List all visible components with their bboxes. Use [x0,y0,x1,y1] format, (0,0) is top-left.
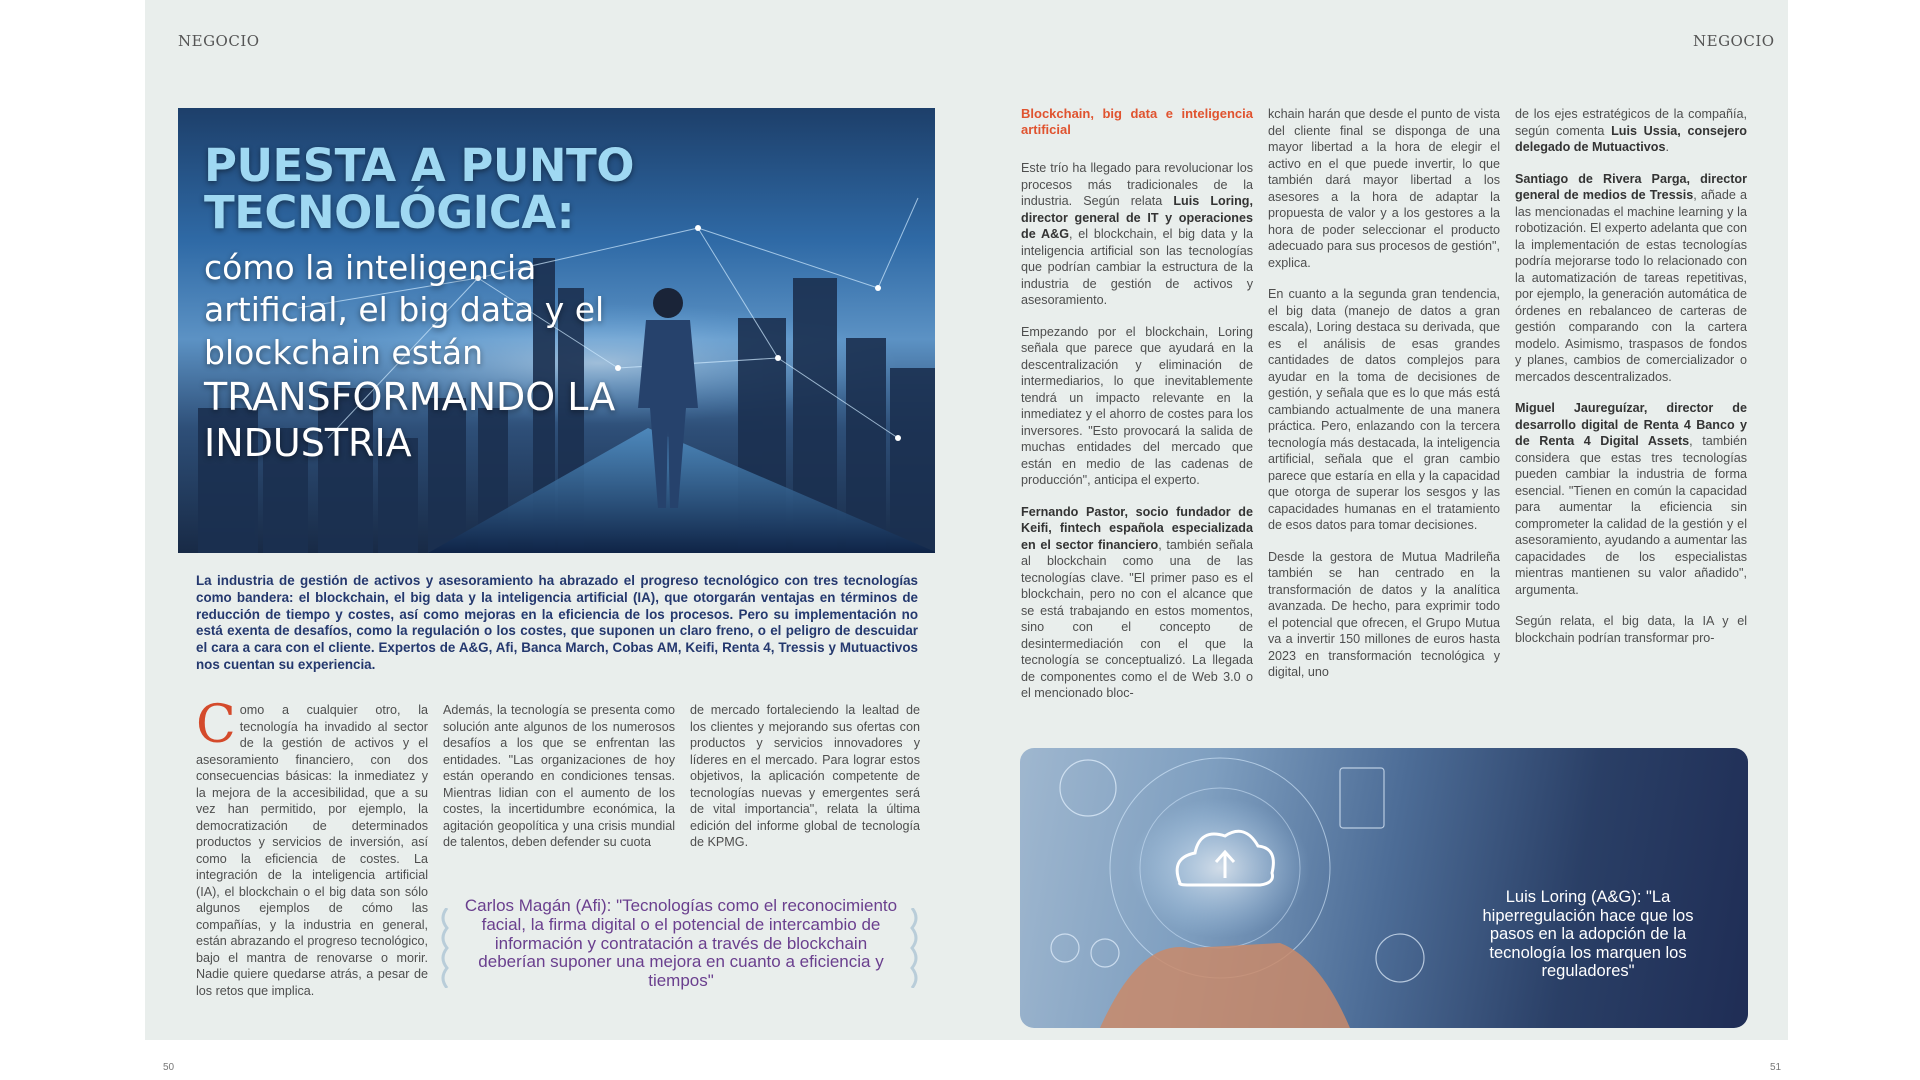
col4-p1-rest: , el blockchain, el big data y la inteligencia artificial son las tecnologías que podrían cambiar la estructura de la industria de gestión de activos y asesoramiento. [1021,227,1253,307]
hero-title-line1: PUESTA A PUNTO TECNOLÓGICA: [204,139,634,240]
hero-title-line2: cómo la inteligencia artificial, el big data y el blockchain están [204,247,605,373]
pull-quote-left: Carlos Magán (Afi): "Tecnologías como el reconocimiento facial, la firma digital o el potencial de intercambio de información y contratación a través de blockchain deberían suponer una mejora en cuanto a eficiencia y tiempos" [464,896,898,991]
col6-p3-rest: , también considera que estas tres tecnologías pueden cambiar la industria de forma esencial. "Tienen en común la capacidad para aumentar la eficiencia sin comprometer la calidad de la gestión y el asesoramiento, ayudando a aumentar las capacidades de los especialistas mientras mantienen su valor añadido", argumenta. [1515,434,1747,597]
drop-cap: C [196,695,236,755]
quote-decoration-right [908,908,922,988]
col4-p3-name: Fernando Pastor, socio fundador de Keifi, fintech española especializada en el sector financiero [1021,504,1253,552]
hero-title [204,139,924,466]
col3-text: de mercado fortaleciendo la lealtad de los clientes y mejorando sus ofertas con productos y servicios innovadores y líderes en el mercado. Para lograr estos objetivos, la aplicación competente de tecnologías nuevas y emergentes será de vital importancia", relata la última edición del informe global de tecnología de KPMG. [690,703,920,849]
col4-p3-rest: , también señala al blockchain como una de las tecnologías clave. "El primer paso es el blockchain, pero no con el alcance que se está trabajando en estos momentos, sino con el concepto de desintermediación con el que la tecnología se conceptualizó. La llegada de componentes como el de Web 3.0 o el mencionado bloc- [1021,537,1253,700]
col6-p1-rest: . [1665,140,1669,154]
hero-title-line3: TRANSFORMANDO LA INDUSTRIA [204,375,616,465]
col5-p1: kchain harán que desde el punto de vista del cliente final se disponga de una mayor libertad a la hora de elegir el activo en el que puede invertir, lo que también dará mayor libertad a los asesores a la hora de adaptar la propuesta de valor y a los gestores a la hora de poder seleccionar el producto adecuado para sus procesos de gestión", explica. [1268,107,1500,270]
body-column-3 [690,702,920,851]
hero-image [178,108,935,553]
section-label-left: NEGOCIO [178,32,260,50]
page-number-right: 51 [1770,1062,1782,1073]
col2-text: Además, la tecnología se presenta como solución ante algunos de los numerosos desafíos a los que se enfrentan las entidades. "Las organizaciones de hoy están operando en condiciones tensas. Mientras lidian con el aumento de los costes, la incertidumbre económica, la agitación geopolítica y una crisis mundial de talentos, deben defender su cuota [443,703,675,849]
body-column-5 [1268,106,1500,696]
body-column-1 [196,695,428,999]
col6-p2-rest: , añade a las mencionadas el machine learning y la robotización. El experto adelanta que con la implementación de estas tecnologías podría mejorarse todo lo relacionado con la automatización de tareas repetitivas, por ejemplo, la generación automática de órdenes en rebalanceo de carteras de gestión comparando con la cartera modelo. Asimismo, traspasos de fondos y planes, cambios de comercializador o mercados descentralizados. [1515,188,1747,384]
col6-p1-name: Luis Ussia, consejero delegado de Mutuactivos [1515,123,1747,154]
body-column-6 [1515,106,1747,661]
col6-p4: Según relata, el big data, la IA y el blockchain podrían transformar pro- [1515,614,1747,645]
body-column-4 [1021,106,1253,717]
pull-quote-right: Luis Loring (A&G): "La hiperregulación hace que los pasos en la adopción de la tecnología los marquen los reguladores" [1482,888,1694,980]
body-column-2 [443,702,675,851]
col6-p2-name: Santiago de Rivera Parga, director general de medios de Tressis [1515,171,1747,202]
col6-p3-name: Miguel Jaureguízar, director de desarrollo digital de Renta 4 Banco y de Renta 4 Digital Assets [1515,401,1747,448]
col4-p1: Este trío ha llegado para revolucionar los procesos más tradicionales de la industria. Según relata [1021,161,1253,208]
quote-decoration-left [437,908,451,988]
quote-decoration-right-2 [1715,878,1748,1028]
col4-p1-name: Luis Loring, director general de IT y operaciones de A&G [1021,194,1253,241]
col1-text: omo a cualquier otro, la tecnología ha invadido al sector de la gestión de activos y el asesoramiento financiero, con dos consecuencias básicas: la inmediatez y la mejora de la accesibilidad, que a su vez han permitido, por ejemplo, la democratización de determinados productos y servicios de inversión, así como la eficiencia de costes. La integración de la inteligencia artificial (IA), el blockchain o el big data son sólo algunos ejemplos de cómo las compañías, y la industria en general, están abrazando el progreso tecnológico, bajo el mantra de renovarse o morir. Nadie quiere quedarse atrás, a pesar de los retos que implica. [196,703,428,998]
col6-p1: de los ejes estratégicos de la compañía, según comenta [1515,107,1747,138]
lead-paragraph: La industria de gestión de activos y asesoramiento ha abrazado el progreso tecnológico con tres tecnologías como bandera: el blockchain, el big data y la inteligencia artificial (IA), que otorgarán ventajas en términos de reducción de tiempo y costes, así como mejoras en la eficiencia de los procesos. Pero su implementación no está exenta de desafíos, como la regulación o los costes, que suponen un claro freno, o el peligro de descuidar el cara a cara con el cliente. Expertos de A&G, Afi, Banca March, Cobas AM, Keifi, Renta 4, Tressis y Mutuactivos nos cuentan su experiencia. [196,573,918,672]
section-subhead: Blockchain, big data e inteligencia artificial [1021,106,1253,137]
col4-p2: Empezando por el blockchain, Loring señala que parece que ayudará en la descentralización y eliminación de intermediarios, lo que inevitablemente tendrá un impacto relevante en la inmediatez y el ahorro de costes para los inversores. "Esto provocará la salida de muchas entidades del mercado que están en medio de las cadenas de producción", anticipa el experto. [1021,324,1253,487]
section-label-right: NEGOCIO [1693,32,1775,50]
col5-p2: En cuanto a la segunda gran tendencia, el big data (manejo de datos a gran escala), Loring destaca su derivada, que es el análisis de esas grandes cantidades de datos complejos para ayudar en la toma de decisiones de gestión, y señala que es lo que más está cambiando actualmente de una manera práctica. Pero, enlazando con la tercera tecnología más destacada, la inteligencia artificial, señala que el gran cambio parece que estaría en ella y la capacidad que otorga de superar los sesgos y las capacidades humanas en el tratamiento de esos datos para tomar decisiones. [1268,287,1500,532]
col5-p3: Desde la gestora de Mutua Madrileña también se han centrado en la transformación de datos y la analítica avanzada. De hecho, para exprimir todo el potencial que ofrecen, el Grupo Mutua va a invertir 150 millones de euros hasta 2023 en transformación tecnológica y digital, uno [1268,549,1500,679]
page-number-left: 50 [163,1062,175,1073]
